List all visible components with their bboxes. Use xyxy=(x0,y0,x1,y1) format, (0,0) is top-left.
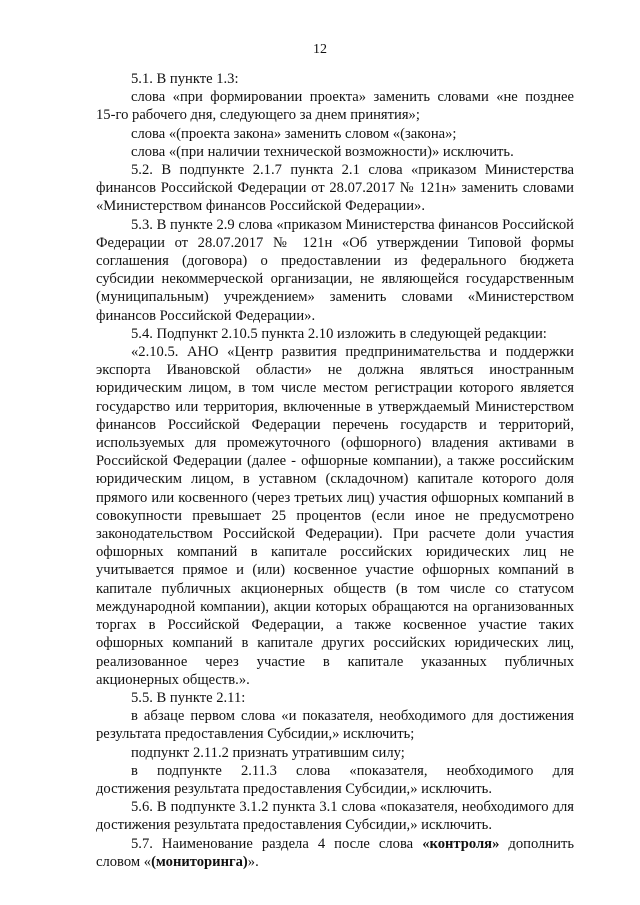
text-line: результата предоставления Субсидии,» исключить; xyxy=(96,726,415,743)
paragraph-5-5-item-3 xyxy=(96,762,574,798)
paragraph-5-2: 5.2. В подпункте 2.1.7 пункта 2.1 слова «приказом Министерства финансов Российской Федерации от 28.07.2017 № 121н» заменить словами «Министерством финансов Российской Федерации». xyxy=(96,162,574,215)
paragraph-5-1: 5.1. В пункте 1.3: xyxy=(131,71,239,87)
text-line: слова «при формировании проекта» заменить словами «не позднее xyxy=(131,89,574,106)
document-body xyxy=(96,70,574,871)
bold-term-control: «контроля» xyxy=(422,835,500,852)
paragraph-5-1-item-3: слова «(при наличии технической возможности)» исключить. xyxy=(131,143,514,160)
paragraph-2-10-5: «2.10.5. АНО «Центр развития предпринимательства и поддержки экспорта Ивановской области» не должна являться иностранным юридическим лицом, в том числе местом регистрации которого является государство или территория, включенные в утверждаемый Министерством финансов Российской Федерации перечень государств и территорий, используемых для промежуточного (офшорного) владения активами в Российской Федерации (далее - офшорные компании), а также российским юридическим лицом, в уставном (складочном) капитале которого доля прямого или косвенного (через третьих лиц) участия офшорных компаний в совокупности превышает 25 процентов (если иное не предусмотрено законодательством Российской Федерации). При расчете доли участия офшорных компаний в капитале российских юридических лиц не учитывается прямое и (или) косвенное участие офшорных компаний в капитале публичных акционерных обществ (в том числе со статусом международной компании), акции которых обращаются на организованных торгах в Российской Федерации, а также косвенное участие таких офшорных компаний в капитале других российских юридических лиц, реализованное через участие в капитале указанных публичных акционерных обществ.». xyxy=(96,344,574,688)
paragraph-5-6: 5.6. В подпункте 3.1.2 пункта 3.1 слова «показателя, необходимого для достижения результата предоставления Субсидии,» исключить. xyxy=(96,799,574,834)
paragraph-5-5-item-2: подпункт 2.11.2 признать утратившим силу; xyxy=(131,744,405,761)
paragraph-5-1-item-2: слова «(проекта закона» заменить словом «(закона»; xyxy=(131,125,457,142)
text-run: 5.7. Наименование раздела 4 после слова xyxy=(131,835,423,852)
text-line: достижения результата предоставления Субсидии,» исключить. xyxy=(96,780,492,797)
text-line: 15-го рабочего дня, следующего за днем принятия»; xyxy=(96,107,420,124)
text-line: в подпункте 2.11.3 слова «показателя, необходимого для xyxy=(131,762,574,779)
paragraph-5-7 xyxy=(96,835,574,871)
paragraph-5-1-item-1 xyxy=(96,88,574,124)
paragraph-5-5: 5.5. В пункте 2.11: xyxy=(131,689,246,706)
paragraph-5-3: 5.3. В пункте 2.9 слова «приказом Министерства финансов Российской Федерации от 28.07.2017 № 121н «Об утверждении Типовой формы соглашения (договора) о предоставлении из федерального бюджета субсидии некоммерческой организации, не являющейся государственным (муниципальным) учреждением» заменить словами «Министерством финансов Российской Федерации». xyxy=(96,216,574,324)
paragraph-5-5-item-1 xyxy=(96,707,574,743)
text-line: в абзаце первом слова «и показателя, необходимого для достижения xyxy=(131,708,574,725)
bold-term-monitoring: (мониторинга) xyxy=(151,853,248,870)
page-number: 12 xyxy=(313,42,327,57)
text-run: ». xyxy=(247,853,259,870)
text-run: дополнить словом « xyxy=(96,835,574,870)
paragraph-5-4: 5.4. Подпункт 2.10.5 пункта 2.10 изложить в следующей редакции: xyxy=(131,325,547,342)
